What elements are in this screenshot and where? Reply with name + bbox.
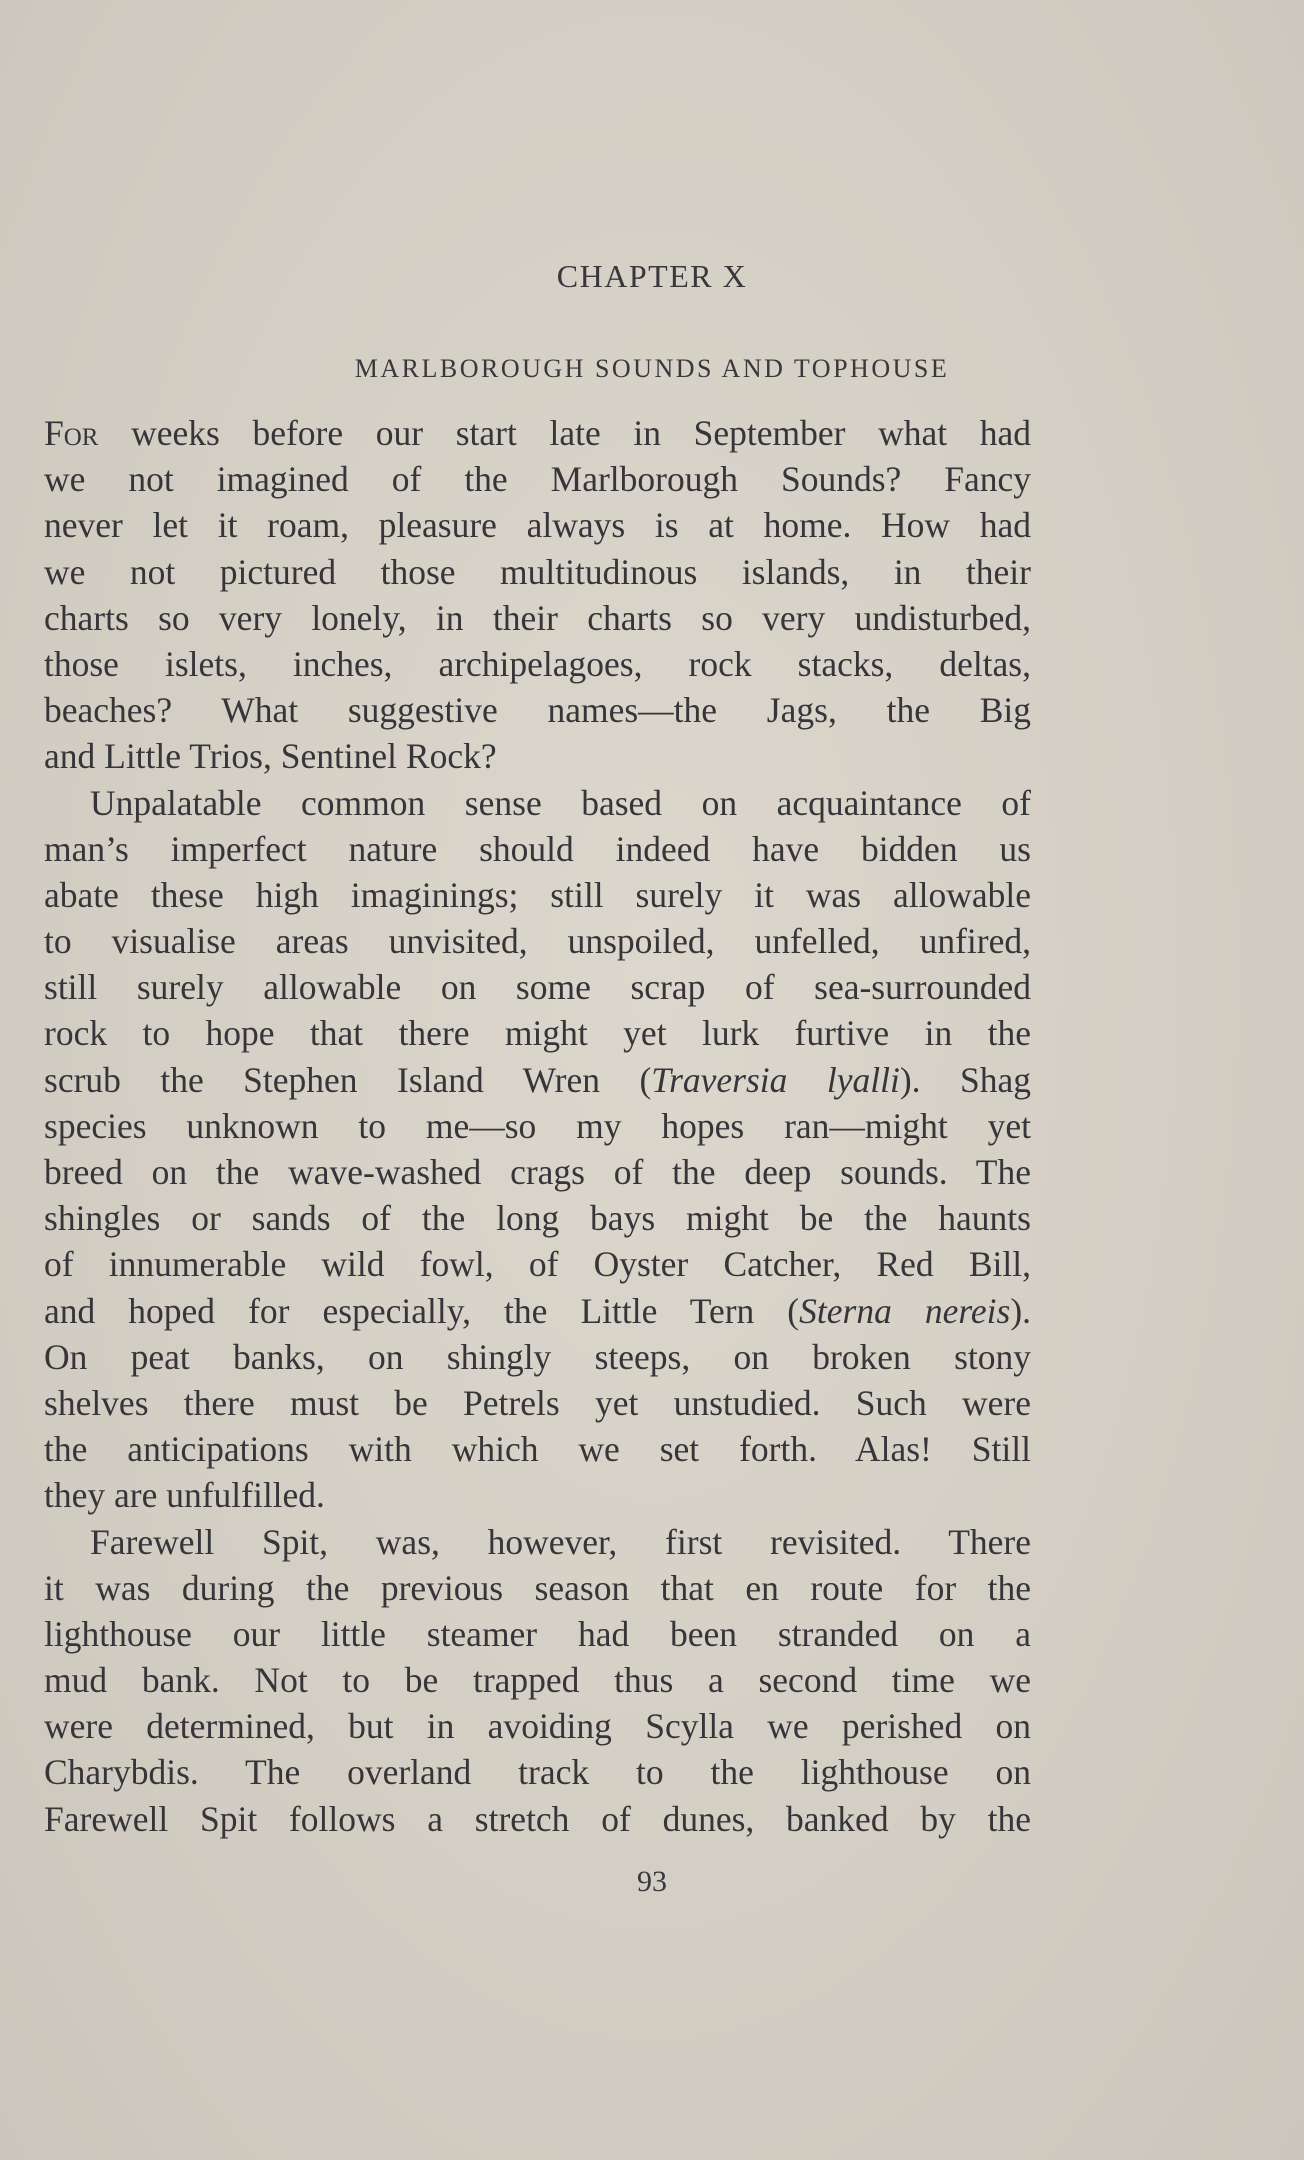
- text-line: shelves there must be Petrels yet unstudied. Such were: [44, 1382, 1031, 1423]
- page-number: 93: [637, 1865, 667, 1898]
- text-line: breed on the wave-washed crags of the deep sounds. The: [44, 1152, 1031, 1192]
- text-line: mud bank. Not to be trapped thus a second time we: [44, 1660, 1031, 1701]
- text-line: scrub the Stephen Island Wren (Traversia lyalli). Shag: [44, 1059, 1031, 1100]
- text-line: we not imagined of the Marlborough Sounds? Fancy: [44, 459, 1031, 500]
- text-line: and hoped for especially, the Little Tern (Sterna nereis).: [44, 1290, 1032, 1331]
- text-line: On peat banks, on shingly steeps, on broken stony: [44, 1336, 1031, 1377]
- text-line: shingles or sands of the long bays might be the haunts: [44, 1198, 1031, 1239]
- chapter-subtitle: MARLBOROUGH SOUNDS AND TOPHOUSE: [354, 354, 950, 383]
- text-line: of innumerable wild fowl, of Oyster Catcher, Red Bill,: [44, 1244, 1031, 1285]
- text-line-rest: weeks before our start late in September what had: [98, 413, 1031, 453]
- species-name: Traversia lyalli: [651, 1059, 900, 1100]
- text-line: abate these high imaginings; still surely it was allowable: [44, 874, 1031, 915]
- text-line: we not pictured those multitudinous islands, in their: [44, 551, 1031, 592]
- text-line: and Little Trios, Sentinel Rock?: [44, 736, 497, 777]
- text-line: beaches? What suggestive names—the Jags, the Big: [44, 690, 1031, 731]
- text-line: to visualise areas unvisited, unspoiled, unfelled, unfired,: [44, 921, 1031, 962]
- text-line: Farewell Spit, was, however, first revisited. There: [90, 1521, 1031, 1562]
- dropcap-word: For: [44, 413, 99, 453]
- text-line: rock to hope that there might yet lurk furtive in the: [44, 1013, 1031, 1054]
- chapter-title: CHAPTER X: [556, 258, 748, 294]
- text-line: never let it roam, pleasure always is at home. How had: [44, 505, 1031, 546]
- text-line: it was during the previous season that en route for the: [44, 1567, 1031, 1608]
- text-line: Unpalatable common sense based on acquaintance of: [90, 782, 1031, 823]
- text-line: charts so very lonely, in their charts so very undisturbed,: [44, 597, 1031, 638]
- text-line: [44, 410, 1031, 456]
- species-name: Sterna nereis: [799, 1290, 1011, 1331]
- text-line: Charybdis. The overland track to the lighthouse on: [44, 1752, 1031, 1793]
- text-line: man’s imperfect nature should indeed have bidden us: [44, 828, 1031, 869]
- body-text: [44, 410, 1031, 1842]
- text-line: the anticipations with which we set forth. Alas! Still: [44, 1429, 1031, 1470]
- text-line: those islets, inches, archipelagoes, rock stacks, deltas,: [44, 643, 1031, 684]
- text-line: they are unfulfilled.: [44, 1475, 325, 1516]
- text-line: were determined, but in avoiding Scylla we perished on: [44, 1706, 1031, 1747]
- text-line: species unknown to me—so my hopes ran—might yet: [44, 1105, 1031, 1146]
- text-line: lighthouse our little steamer had been stranded on a: [44, 1613, 1031, 1654]
- text-line: Farewell Spit follows a stretch of dunes, banked by the: [44, 1798, 1031, 1839]
- text-line: still surely allowable on some scrap of sea-surrounded: [44, 967, 1031, 1008]
